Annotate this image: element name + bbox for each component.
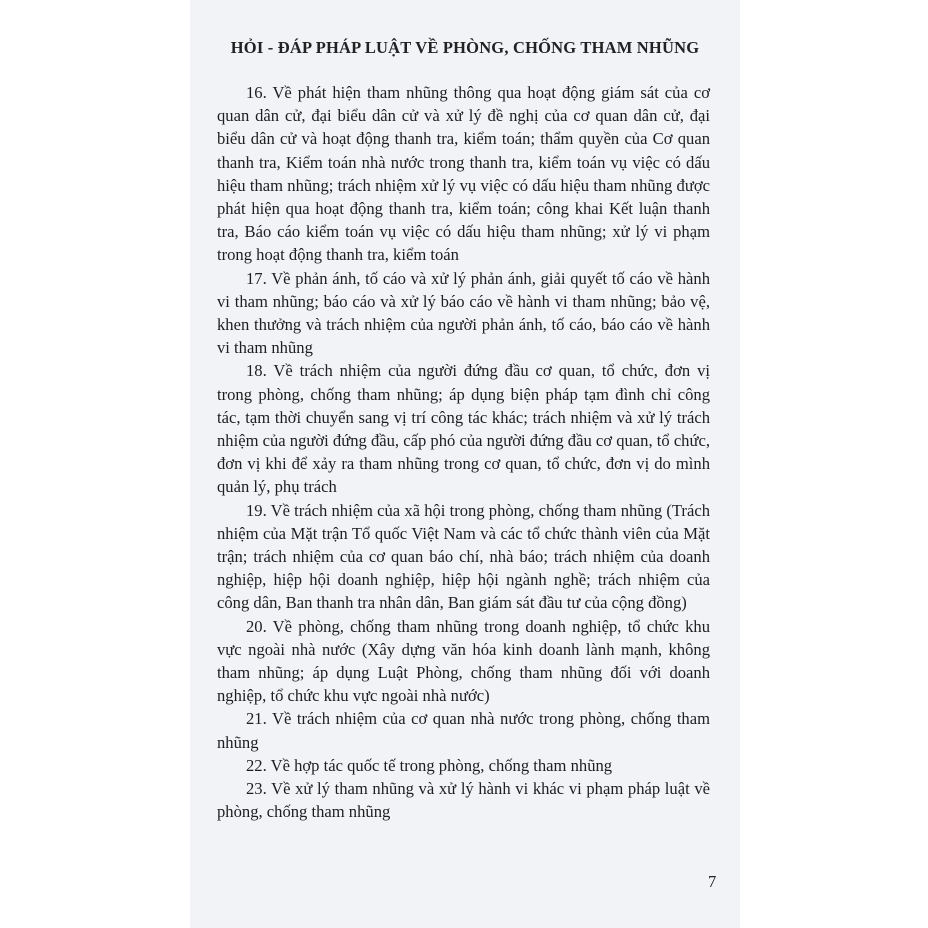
- paragraph-23: 23. Về xử lý tham nhũng và xử lý hành vi khác vi phạm pháp luật về phòng, chống tham nhũng: [217, 779, 710, 822]
- paragraph-16: 16. Về phát hiện tham nhũng thông qua hoạt động giám sát của cơ quan dân cử, đại biểu dân cử và xử lý đề nghị của cơ quan dân cử, đại biểu dân cử và hoạt động thanh tra, kiểm toán; thẩm quyền của Cơ quan thanh tra, Kiểm toán nhà nước trong thanh tra, kiểm toán vụ việc có dấu hiệu tham nhũng; trách nhiệm xử lý vụ việc có dấu hiệu tham nhũng được phát hiện qua hoạt động thanh tra, kiểm toán; công khai Kết luận thanh tra, Báo cáo kiểm toán vụ việc có dấu hiệu tham nhũng; xử lý vi phạm trong hoạt động thanh tra, kiểm toán: [217, 83, 710, 265]
- page-body: [217, 81, 710, 824]
- page-number: 7: [708, 872, 717, 891]
- book-page: [190, 0, 740, 928]
- paragraph-20: 20. Về phòng, chống tham nhũng trong doanh nghiệp, tổ chức khu vực ngoài nhà nước (Xây dựng văn hóa kinh doanh lành mạnh, không tham nhũng; áp dụng Luật Phòng, chống tham nhũng đối với doanh nghiệp, tổ chức khu vực ngoài nhà nước): [217, 616, 710, 706]
- paragraph-17: 17. Về phản ánh, tố cáo và xử lý phản ánh, giải quyết tố cáo về hành vi tham nhũng; báo cáo và xử lý báo cáo về hành vi tham nhũng; bảo vệ, khen thưởng và trách nhiệm của người phản ánh, tố cáo, báo cáo về hành vi tham nhũng: [217, 268, 710, 358]
- paragraph-19: 19. Về trách nhiệm của xã hội trong phòng, chống tham nhũng (Trách nhiệm của Mặt trận Tổ quốc Việt Nam và các tổ chức thành viên của Mặt trận; trách nhiệm của cơ quan báo chí, nhà báo; trách nhiệm của doanh nghiệp, hiệp hội doanh nghiệp, hiệp hội ngành nghề; trách nhiệm của công dân, Ban thanh tra nhân dân, Ban giám sát đầu tư của cộng đồng): [217, 500, 710, 613]
- paragraph-21: 21. Về trách nhiệm của cơ quan nhà nước trong phòng, chống tham nhũng: [217, 709, 710, 752]
- paragraph-18: 18. Về trách nhiệm của người đứng đầu cơ quan, tổ chức, đơn vị trong phòng, chống tham nhũng; áp dụng biện pháp tạm đình chỉ công tác, tạm thời chuyển sang vị trí công tác khác; trách nhiệm và xử lý trách nhiệm của người đứng đầu, cấp phó của người đứng đầu cơ quan, tổ chức, đơn vị khi để xảy ra tham nhũng trong cơ quan, tổ chức, đơn vị do mình quản lý, phụ trách: [217, 361, 710, 497]
- running-header: HỎI - ĐÁP PHÁP LUẬT VỀ PHÒNG, CHỐNG THAM NHŨNG: [230, 38, 700, 57]
- paragraph-22: 22. Về hợp tác quốc tế trong phòng, chống tham nhũng: [246, 755, 613, 775]
